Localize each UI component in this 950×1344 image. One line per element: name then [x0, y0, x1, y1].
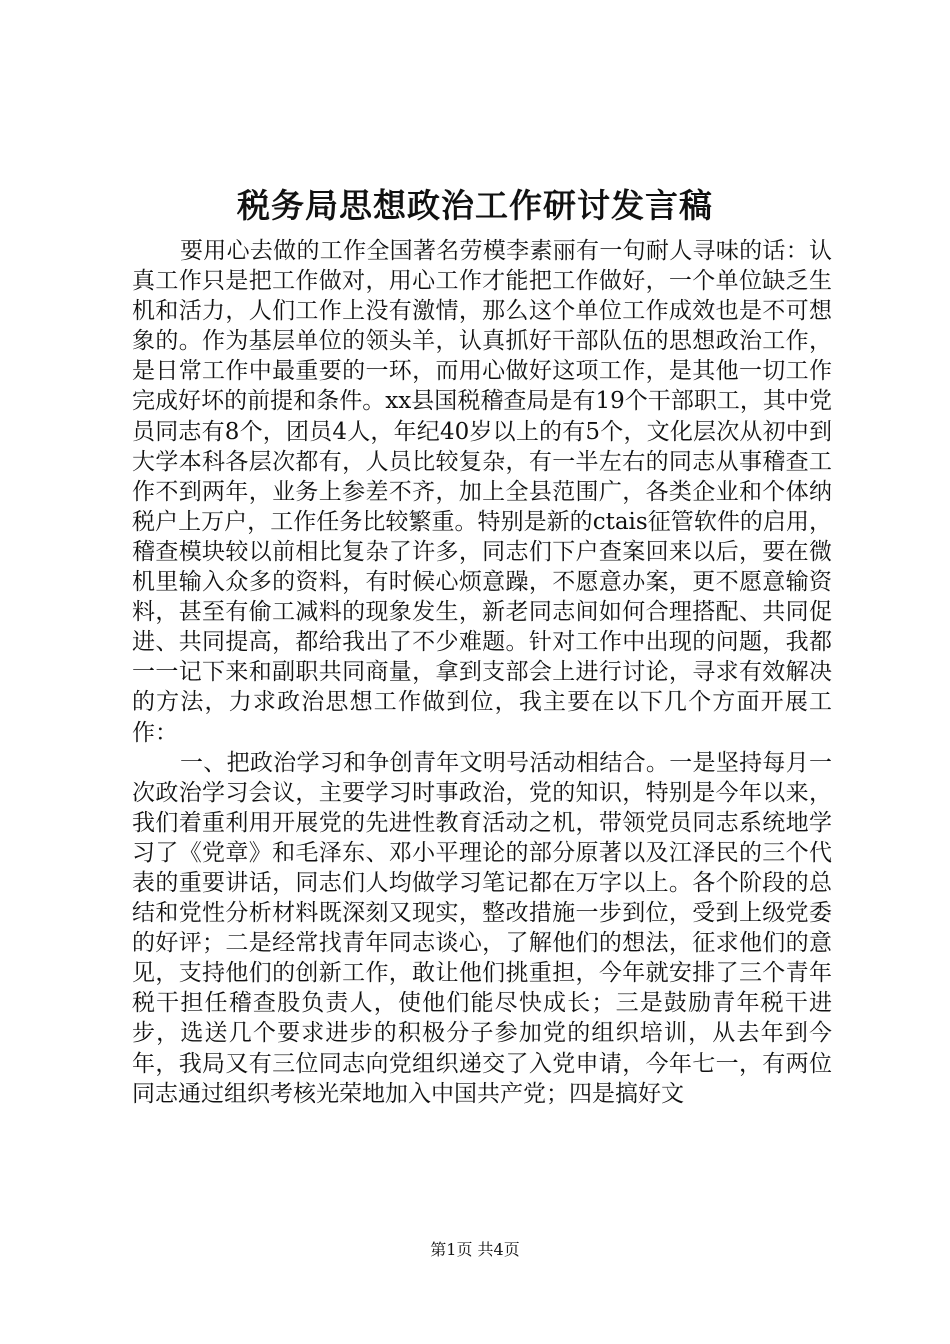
page-number-footer: 第1页 共4页 — [430, 1240, 520, 1259]
document-title: 税务局思想政治工作研讨发言稿 — [237, 186, 713, 225]
body-paragraph-2: 一、把政治学习和争创青年文明号活动相结合。一是坚持每月一次政治学习会议，主要学习时事政治，党的知识，特别是今年以来，我们着重利用开展党的先进性教育活动之机，带领党员同志系统地学习了《党章》和毛泽东、邓小平理论的部分原著以及江泽民的三个代表的重要讲话，同志们人均做学习笔记都在万字以上。各个阶段的总结和党性分析材料既深刻又现实，整改措施一步到位，受到上级党委的好评；二是经常找青年同志谈心，了解他们的想法，征求他们的意见，支持他们的创新工作，敢让他们挑重担，今年就安排了三个青年税干担任稽查股负责人，使他们能尽快成长；三是鼓励青年税干进步，选送几个要求进步的积极分子参加党的组织培训，从去年到今年，我局又有三位同志向党组织递交了入党申请，今年七一，有两位同志通过组织考核光荣地加入中国共产党；四是搞好文 — [132, 749, 832, 1107]
body-paragraph-1: 要用心去做的工作全国著名劳模李素丽有一句耐人寻味的话：认真工作只是把工作做对，用心工作才能把工作做好，一个单位缺乏生机和活力，人们工作上没有激情，那么这个单位工作成效也是不可想象的。作为基层单位的领头羊，认真抓好干部队伍的思想政治工作，是日常工作中最重要的一环，而用心做好这项工作，是其他一切工作完成好坏的前提和条件。xx县国税稽查局是有19个干部职工，其中党员同志有8个，团员4人，年纪40岁以上的有5个，文化层次从初中到大学本科各层次都有，人员比较复杂，有一半左右的同志从事稽查工作不到两年，业务上参差不齐，加上全县范围广，各类企业和个体纳税户上万户，工作任务比较繁重。特别是新的ctais征管软件的启用，稽查模块较以前相比复杂了许多，同志们下户查案回来以后，要在微机里输入众多的资料，有时候心烦意躁，不愿意办案，更不愿意输资料，甚至有偷工减料的现象发生，新老同志间如何合理搭配、共同促进、共同提高，都给我出了不少难题。针对工作中出现的问题，我都一一记下来和副职共同商量，拿到支部会上进行讨论，寻求有效解决的方法，力求政治思想工作做到位，我主要在以下几个方面开展工作： — [132, 238, 832, 746]
document-body — [132, 236, 832, 1109]
